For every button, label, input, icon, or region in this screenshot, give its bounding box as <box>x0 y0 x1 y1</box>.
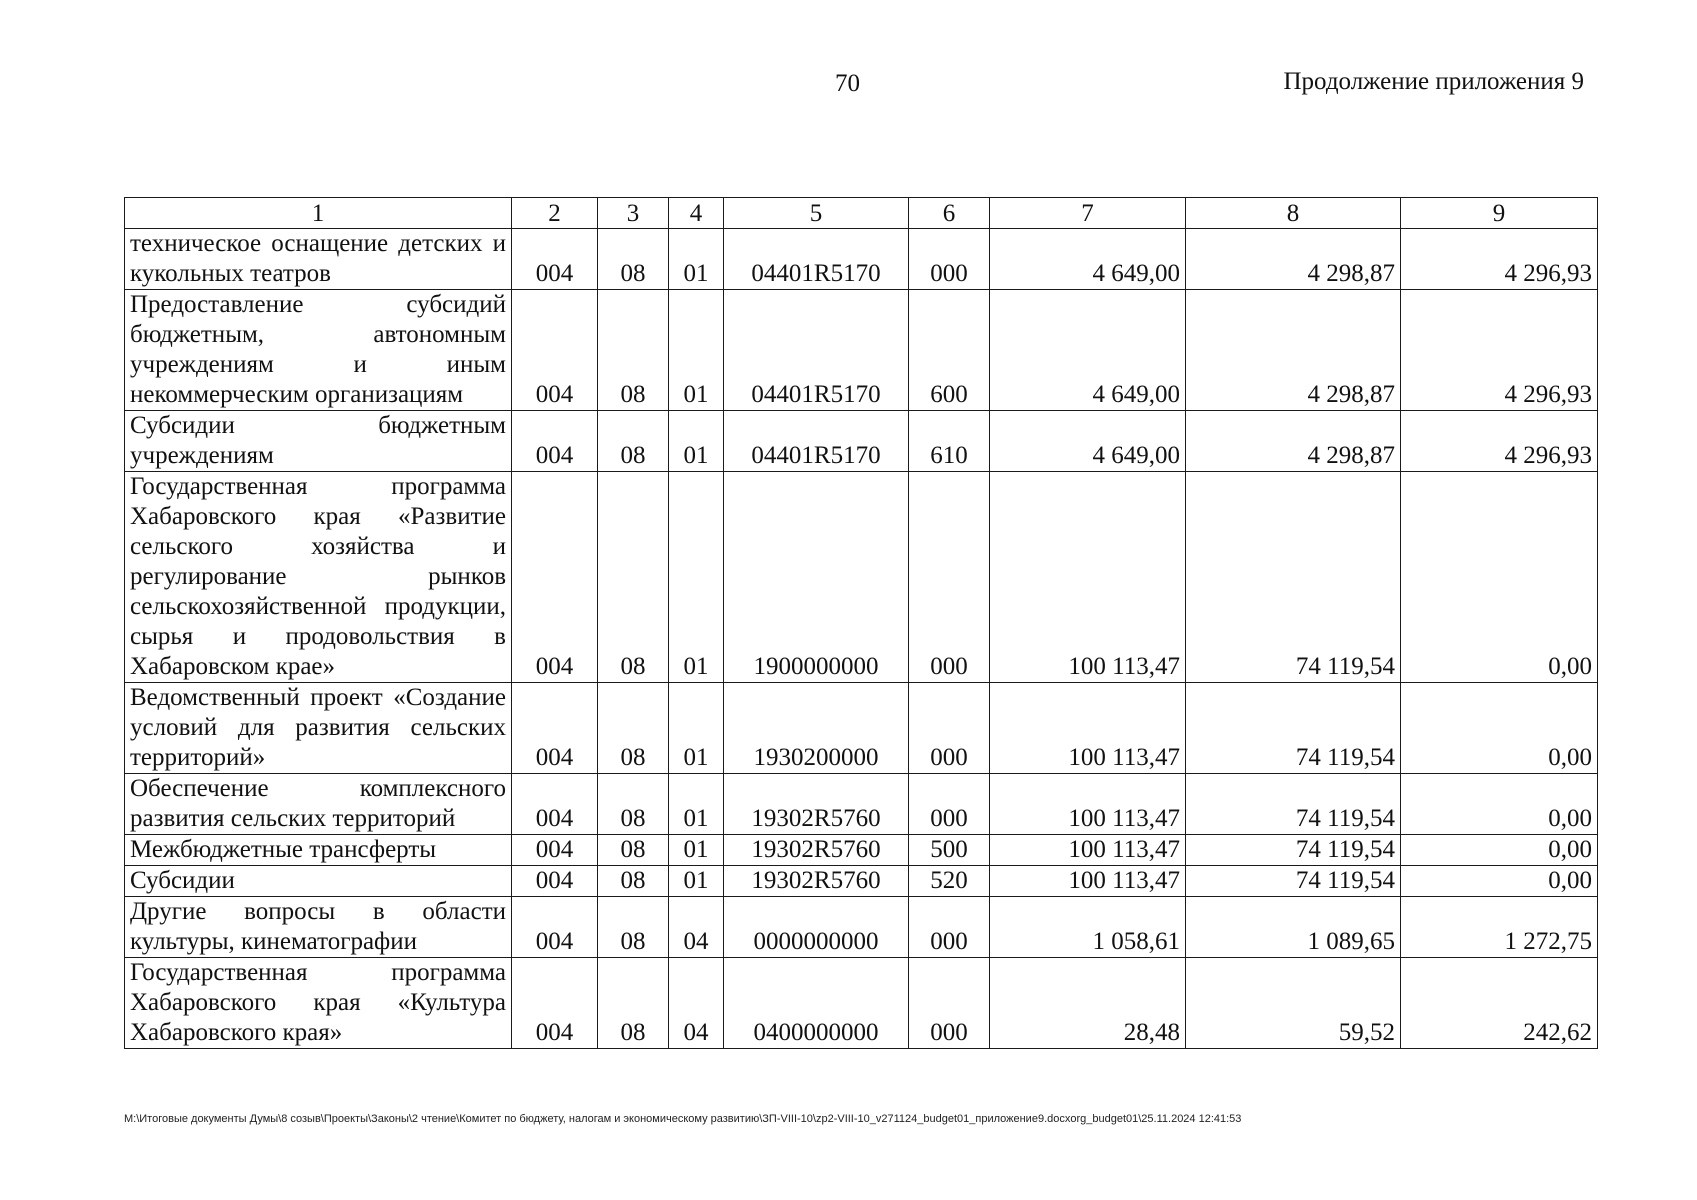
row-description: Другие вопросы в области культуры, кинематографии <box>125 897 512 958</box>
target-article-code: 19302R5760 <box>724 774 909 835</box>
expense-type-code: 000 <box>909 683 990 774</box>
amount-col8: 4 298,87 <box>1186 229 1401 290</box>
amount-col9: 0,00 <box>1401 774 1598 835</box>
subsection-code: 01 <box>669 229 724 290</box>
amount-col7: 4 649,00 <box>990 411 1186 472</box>
target-article-code: 1900000000 <box>724 472 909 683</box>
amount-col8: 4 298,87 <box>1186 411 1401 472</box>
amount-col8: 74 119,54 <box>1186 866 1401 897</box>
target-article-code: 1930200000 <box>724 683 909 774</box>
amount-col8: 74 119,54 <box>1186 683 1401 774</box>
amount-col7: 100 113,47 <box>990 472 1186 683</box>
amount-col9: 1 272,75 <box>1401 897 1598 958</box>
expense-type-code: 000 <box>909 958 990 1049</box>
amount-col7: 100 113,47 <box>990 835 1186 866</box>
section-code: 08 <box>598 866 669 897</box>
section-code: 08 <box>598 290 669 411</box>
amount-col8: 4 298,87 <box>1186 290 1401 411</box>
subsection-code: 01 <box>669 683 724 774</box>
expense-type-code: 500 <box>909 835 990 866</box>
column-header: 9 <box>1401 198 1598 229</box>
column-header: 6 <box>909 198 990 229</box>
amount-col7: 1 058,61 <box>990 897 1186 958</box>
amount-col8: 59,52 <box>1186 958 1401 1049</box>
budget-table <box>124 197 1598 1049</box>
footer-file-path: M:\Итоговые документы Думы\8 созыв\Проекты\Законы\2 чтение\Комитет по бюджету, налогам и экономическому развитию\ЗП-VIII-10\zp2-VIII-10_v271124_budget01_приложение9.docxorg_budget01\25.11.2024 12:41:53 <box>124 1113 1242 1125</box>
table-row <box>125 774 1598 835</box>
table-row <box>125 472 1598 683</box>
table-row <box>125 958 1598 1049</box>
amount-col8: 1 089,65 <box>1186 897 1401 958</box>
row-description: Обеспечение комплексного развития сельских территорий <box>125 774 512 835</box>
row-description: Предоставление субсидий бюджетным, автономным учреждениям и иным некоммерческим организациям <box>125 290 512 411</box>
ministry-code: 004 <box>512 229 598 290</box>
row-description: Субсидии <box>125 866 512 897</box>
expense-type-code: 000 <box>909 897 990 958</box>
row-description: Государственная программа Хабаровского края «Культура Хабаровского края» <box>125 958 512 1049</box>
amount-col9: 0,00 <box>1401 866 1598 897</box>
column-header: 8 <box>1186 198 1401 229</box>
ministry-code: 004 <box>512 866 598 897</box>
target-article-code: 0000000000 <box>724 897 909 958</box>
amount-col9: 0,00 <box>1401 683 1598 774</box>
amount-col9: 4 296,93 <box>1401 290 1598 411</box>
page-number: 70 <box>835 70 860 97</box>
expense-type-code: 000 <box>909 472 990 683</box>
row-description: Межбюджетные трансферты <box>125 835 512 866</box>
amount-col9: 0,00 <box>1401 835 1598 866</box>
subsection-code: 01 <box>669 774 724 835</box>
column-header: 2 <box>512 198 598 229</box>
row-description: Ведомственный проект «Создание условий для развития сельских территорий» <box>125 683 512 774</box>
target-article-code: 04401R5170 <box>724 229 909 290</box>
table-row <box>125 411 1598 472</box>
amount-col8: 74 119,54 <box>1186 774 1401 835</box>
subsection-code: 04 <box>669 897 724 958</box>
ministry-code: 004 <box>512 411 598 472</box>
expense-type-code: 000 <box>909 229 990 290</box>
target-article-code: 19302R5760 <box>724 835 909 866</box>
table-header-row <box>125 198 1598 229</box>
target-article-code: 04401R5170 <box>724 411 909 472</box>
section-code: 08 <box>598 472 669 683</box>
ministry-code: 004 <box>512 897 598 958</box>
table-row <box>125 866 1598 897</box>
amount-col9: 242,62 <box>1401 958 1598 1049</box>
section-code: 08 <box>598 229 669 290</box>
amount-col8: 74 119,54 <box>1186 472 1401 683</box>
target-article-code: 0400000000 <box>724 958 909 1049</box>
row-description: Субсидии бюджетным учреждениям <box>125 411 512 472</box>
amount-col7: 100 113,47 <box>990 866 1186 897</box>
target-article-code: 19302R5760 <box>724 866 909 897</box>
expense-type-code: 000 <box>909 774 990 835</box>
subsection-code: 01 <box>669 866 724 897</box>
column-header: 3 <box>598 198 669 229</box>
section-code: 08 <box>598 835 669 866</box>
table-row <box>125 683 1598 774</box>
section-code: 08 <box>598 683 669 774</box>
section-code: 08 <box>598 958 669 1049</box>
ministry-code: 004 <box>512 958 598 1049</box>
section-code: 08 <box>598 411 669 472</box>
ministry-code: 004 <box>512 774 598 835</box>
ministry-code: 004 <box>512 835 598 866</box>
amount-col8: 74 119,54 <box>1186 835 1401 866</box>
column-header: 1 <box>125 198 512 229</box>
column-header: 4 <box>669 198 724 229</box>
amount-col9: 4 296,93 <box>1401 229 1598 290</box>
ministry-code: 004 <box>512 290 598 411</box>
expense-type-code: 600 <box>909 290 990 411</box>
subsection-code: 01 <box>669 411 724 472</box>
table-row <box>125 835 1598 866</box>
target-article-code: 04401R5170 <box>724 290 909 411</box>
section-code: 08 <box>598 897 669 958</box>
column-header: 7 <box>990 198 1186 229</box>
amount-col9: 0,00 <box>1401 472 1598 683</box>
appendix-title: Продолжение приложения 9 <box>1283 68 1584 95</box>
subsection-code: 01 <box>669 290 724 411</box>
subsection-code: 01 <box>669 835 724 866</box>
section-code: 08 <box>598 774 669 835</box>
table-row <box>125 229 1598 290</box>
amount-col7: 100 113,47 <box>990 774 1186 835</box>
row-description: Государственная программа Хабаровского края «Развитие сельского хозяйства и регулирование рынков сельскохозяйственной продукции, сырья и продовольствия в Хабаровском крае» <box>125 472 512 683</box>
ministry-code: 004 <box>512 683 598 774</box>
amount-col7: 100 113,47 <box>990 683 1186 774</box>
ministry-code: 004 <box>512 472 598 683</box>
amount-col7: 4 649,00 <box>990 290 1186 411</box>
subsection-code: 04 <box>669 958 724 1049</box>
subsection-code: 01 <box>669 472 724 683</box>
table-row <box>125 897 1598 958</box>
amount-col7: 4 649,00 <box>990 229 1186 290</box>
amount-col7: 28,48 <box>990 958 1186 1049</box>
row-description: техническое оснащение детских и кукольных театров <box>125 229 512 290</box>
expense-type-code: 520 <box>909 866 990 897</box>
expense-type-code: 610 <box>909 411 990 472</box>
table-row <box>125 290 1598 411</box>
amount-col9: 4 296,93 <box>1401 411 1598 472</box>
column-header: 5 <box>724 198 909 229</box>
